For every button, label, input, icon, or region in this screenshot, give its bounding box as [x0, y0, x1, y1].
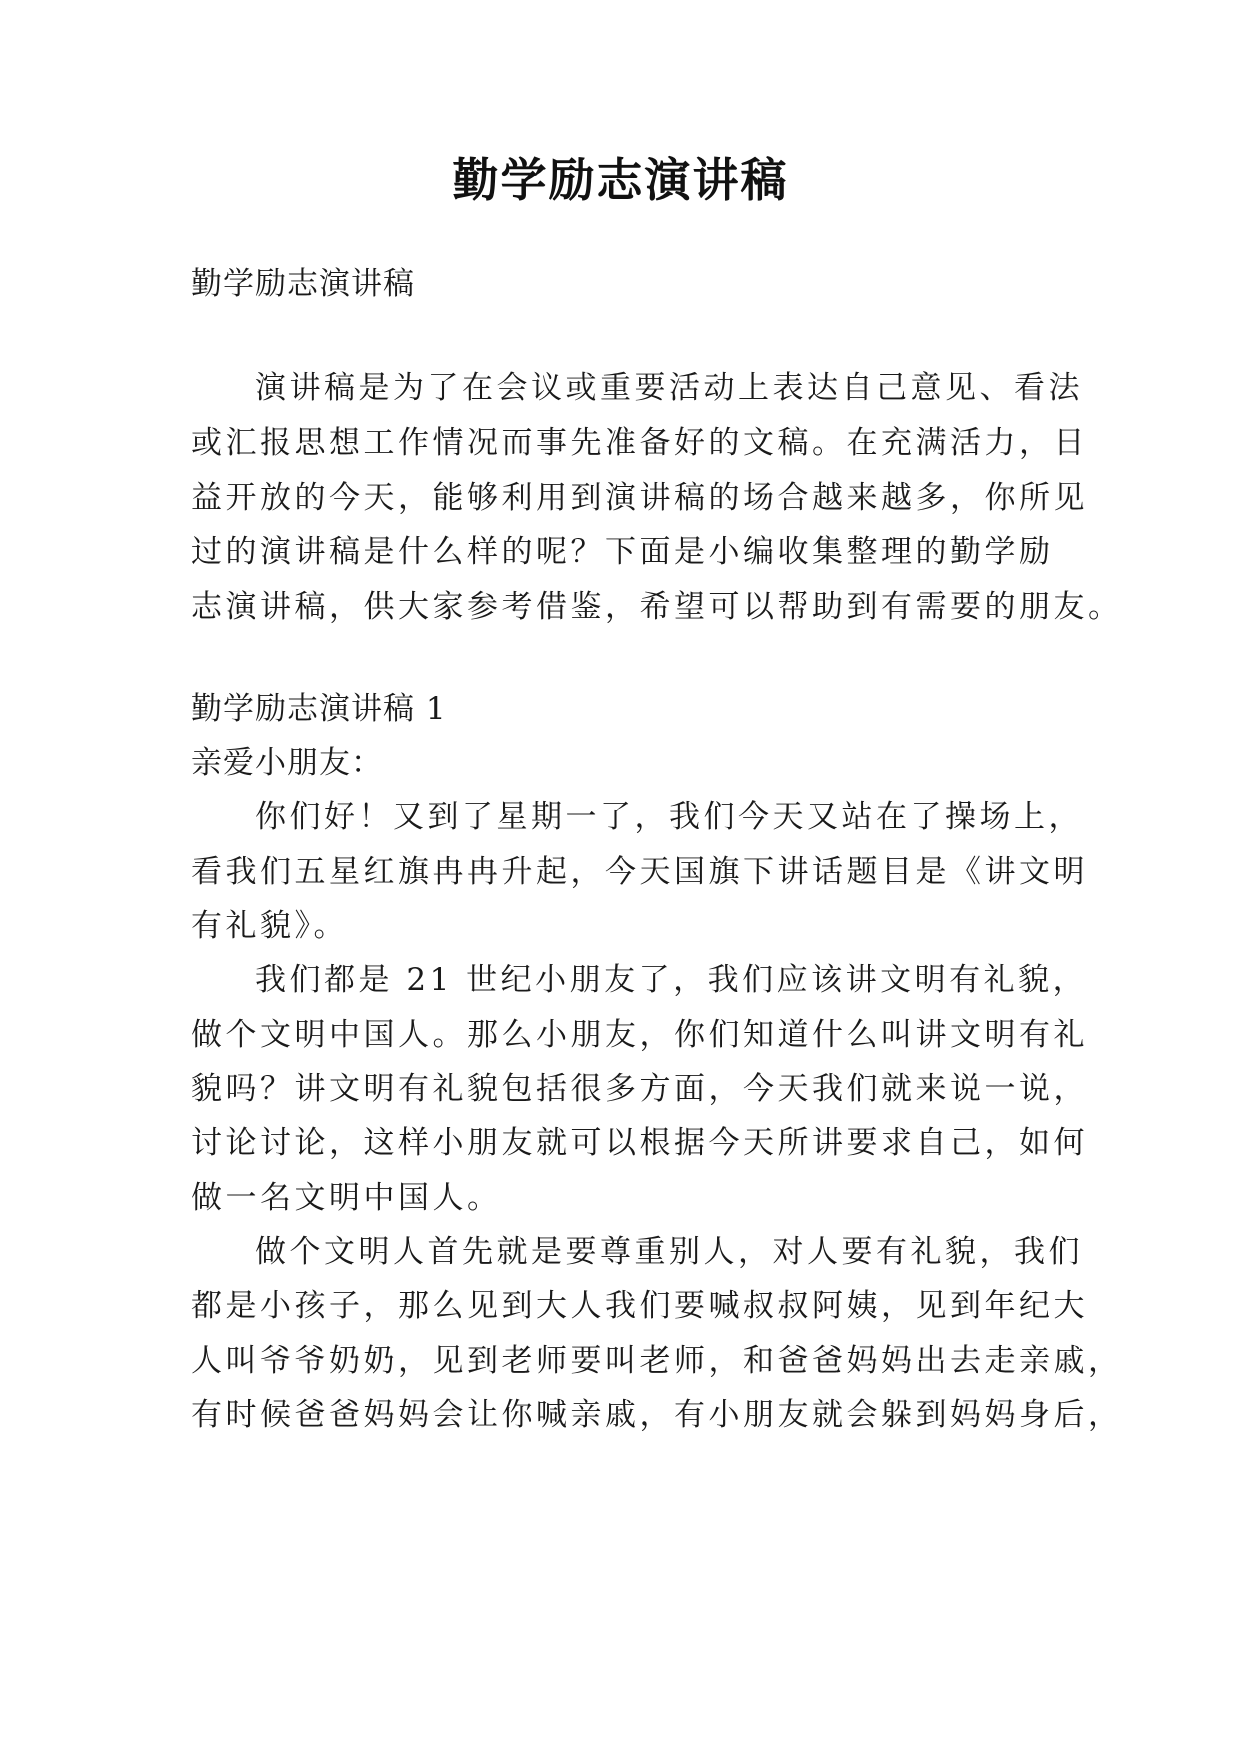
body-line: 你们好！又到了星期一了，我们今天又站在了操场上，	[255, 799, 1083, 835]
intro-line: 或汇报思想工作情况而事先准备好的文稿。在充满活力，日	[191, 425, 1088, 461]
body-line: 我们都是 21 世纪小朋友了，我们应该讲文明有礼貌，	[255, 962, 1088, 998]
body-line: 都是小孩子，那么见到大人我们要喊叔叔阿姨，见到年纪大	[191, 1288, 1088, 1324]
document-title: 勤学励志演讲稿	[452, 153, 789, 207]
greeting: 亲爱小朋友：	[191, 745, 383, 781]
body-line: 有礼貌》。	[191, 908, 348, 944]
body-line: 人叫爷爷奶奶，见到老师要叫老师，和爸爸妈妈出去走亲戚，	[191, 1343, 1123, 1379]
body-line: 讨论讨论，这样小朋友就可以根据今天所讲要求自己，如何	[191, 1125, 1088, 1161]
body-line: 貌吗？讲文明有礼貌包括很多方面，今天我们就来说一说，	[191, 1071, 1088, 1107]
body-line: 做个文明中国人。那么小朋友，你们知道什么叫讲文明有礼	[191, 1017, 1088, 1053]
intro-line: 演讲稿是为了在会议或重要活动上表达自己意见、看法	[255, 370, 1083, 406]
body-line: 做一名文明中国人。	[191, 1180, 502, 1216]
document-subtitle: 勤学励志演讲稿	[191, 266, 415, 302]
intro-line: 过的演讲稿是什么样的呢？下面是小编收集整理的勤学励	[191, 534, 1054, 570]
body-line: 有时候爸爸妈妈会让你喊亲戚，有小朋友就会躲到妈妈身后，	[191, 1397, 1123, 1433]
intro-line: 志演讲稿，供大家参考借鉴，希望可以帮助到有需要的朋友。	[191, 589, 1123, 625]
body-line: 做个文明人首先就是要尊重别人，对人要有礼貌，我们	[255, 1234, 1083, 1270]
section-heading: 勤学励志演讲稿 1	[191, 691, 447, 727]
intro-line: 益开放的今天，能够利用到演讲稿的场合越来越多，你所见	[191, 480, 1088, 516]
body-line: 看我们五星红旗冉冉升起，今天国旗下讲话题目是《讲文明	[191, 854, 1088, 890]
